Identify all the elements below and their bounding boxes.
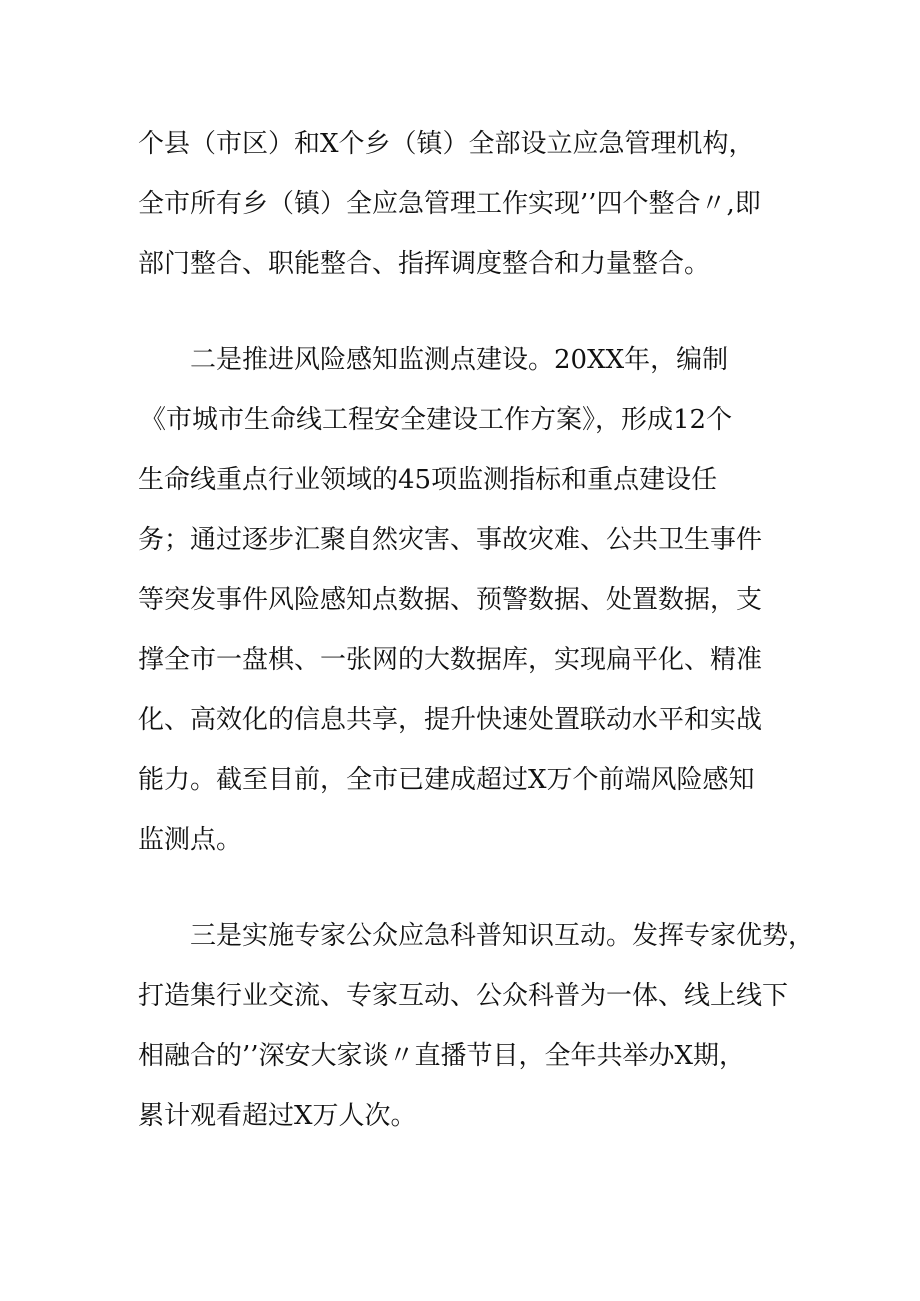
paragraph-2-line-6: 撑全市一盘棋、一张网的大数据库，实现扁平化、精准	[138, 645, 763, 675]
paragraph-3-line-4: 累计观看超过X万人次。	[138, 1101, 417, 1131]
paragraph-1-line-3: 部门整合、职能整合、指挥调度整合和力量整合。	[138, 249, 711, 279]
paragraph-2-line-8: 能力。截至目前，全市已建成超过X万个前端风险感知	[138, 765, 755, 795]
paragraph-3-line-3: 相融合的’’深安大家谈〃直播节目，全年共举办X期，	[138, 1041, 746, 1071]
paragraph-2-line-3: 生命线重点行业领域的45项监测指标和重点建设任	[138, 465, 718, 495]
paragraph-2-line-9: 监测点。	[138, 825, 243, 855]
paragraph-1-line-1: 个县（市区）和X个乡（镇）全部设立应急管理机构，	[138, 129, 755, 159]
paragraph-2-line-4: 务；通过逐步汇聚自然灾害、事故灾难、公共卫生事件	[138, 525, 763, 555]
paragraph-2-line-5: 等突发事件风险感知点数据、预警数据、处置数据，支	[138, 585, 763, 615]
paragraph-2-line-7: 化、高效化的信息共享，提升快速处置联动水平和实战	[138, 705, 763, 735]
paragraph-1-line-2: 全市所有乡（镇）全应急管理工作实现’’四个整合〃,即	[138, 189, 761, 219]
paragraph-2-line-2: 《市城市生命线工程安全建设工作方案》，形成12个	[140, 405, 733, 435]
paragraph-3-line-1: 三是实施专家公众应急科普知识互动。发挥专家优势，	[190, 921, 815, 951]
paragraph-2-line-1: 二是推进风险感知监测点建设。20XX年，编制	[190, 345, 729, 375]
paragraph-3-line-2: 打造集行业交流、专家互动、公众科普为一体、线上线下	[138, 981, 789, 1011]
